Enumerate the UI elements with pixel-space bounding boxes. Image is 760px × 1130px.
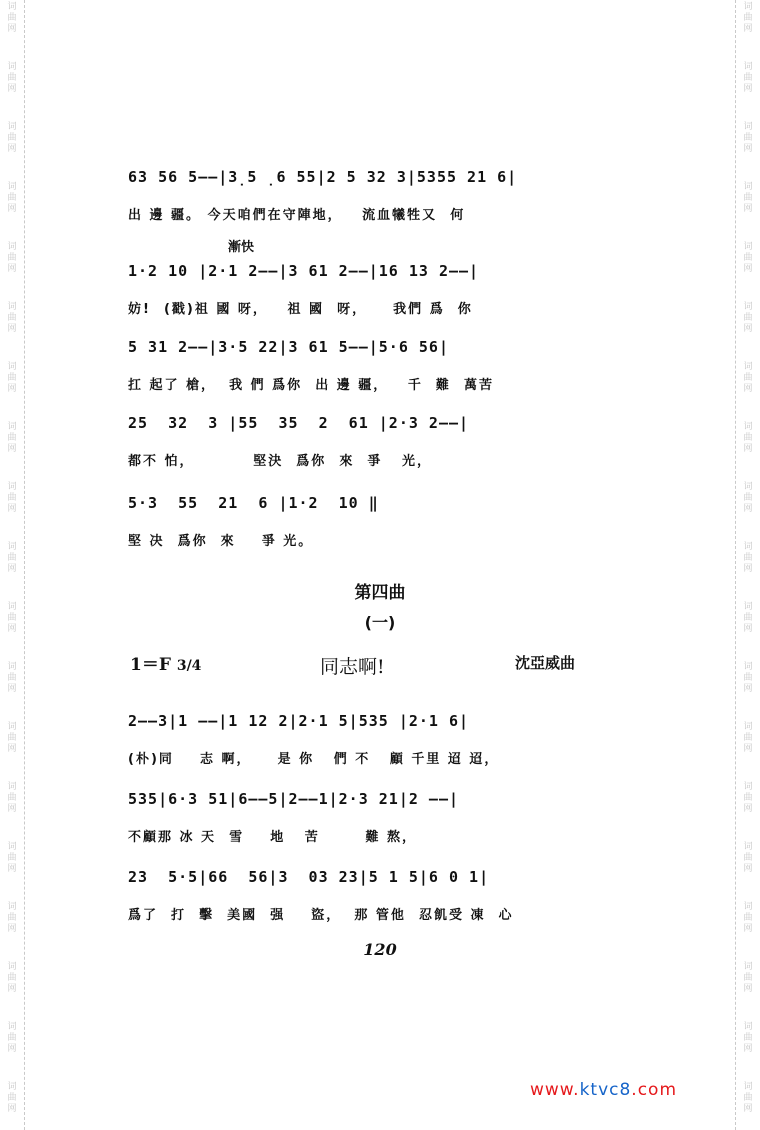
watermark-mark: 词 曲 网 — [743, 482, 753, 514]
page-number: 120 — [363, 940, 397, 959]
notation: 1·2 10 |2·1 2——|3 61 2——|16 13 2——| — [128, 262, 480, 280]
score-line-4 — [128, 414, 608, 474]
score-line-7 — [128, 790, 608, 850]
watermark-mark: 词 曲 网 — [743, 422, 753, 454]
watermark-mark: 词 曲 网 — [743, 2, 753, 34]
song-title: 同志啊! — [320, 656, 385, 678]
watermark-mark: 词 曲 网 — [743, 182, 753, 214]
url-part-1: www. — [530, 1080, 580, 1100]
watermark-mark: 词 曲 网 — [7, 542, 17, 574]
watermark-mark: 词 曲 网 — [7, 722, 17, 754]
url-part-3: .com — [631, 1080, 678, 1100]
watermark-mark: 词 曲 网 — [7, 842, 17, 874]
watermark-mark: 词 曲 网 — [7, 362, 17, 394]
watermark-mark: 词 曲 网 — [7, 1022, 17, 1054]
watermark-mark: 词 曲 网 — [7, 242, 17, 274]
watermark-mark: 词 曲 网 — [743, 242, 753, 274]
time-signature: 3/4 — [176, 658, 202, 674]
section-title: 第四曲 — [354, 583, 406, 603]
watermark-mark: 词 曲 网 — [743, 842, 753, 874]
lyrics: 都不 怕， 堅決 爲你 來 爭 光， — [128, 454, 432, 469]
watermark-mark: 词 曲 网 — [743, 782, 753, 814]
watermark-mark: 词 曲 网 — [7, 2, 17, 34]
lyrics: (朴)同 志 啊， 是 你 們 不 顧 千里 迢 迢， — [128, 752, 500, 767]
watermark-mark: 词 曲 网 — [7, 962, 17, 994]
key-text: 1＝F — [130, 655, 171, 675]
watermark-mark: 词 曲 网 — [7, 782, 17, 814]
notation: 25 32 3 |55 35 2 61 |2·3 2——| — [128, 414, 470, 432]
score-line-8 — [128, 868, 608, 928]
notation: 5 31 2——|3·5 22|3 61 5——|5·6 56| — [128, 338, 449, 356]
key-signature — [130, 650, 201, 675]
subsection-title: (一) — [364, 613, 396, 632]
watermark-mark: 词 曲 网 — [7, 122, 17, 154]
url-part-2: ktvc8 — [579, 1080, 632, 1100]
lyrics: 出 邊 疆。 今天咱們在守陣地， 流血犧牲又 何 — [128, 208, 466, 223]
watermark-mark: 词 曲 网 — [743, 902, 753, 934]
watermark-mark: 词 曲 网 — [7, 62, 17, 94]
lyrics: 堅 决 爲你 來 爭 光。 — [128, 534, 314, 549]
watermark-mark: 词 曲 网 — [7, 662, 17, 694]
site-url[interactable] — [530, 1080, 677, 1100]
notation: 535|6·3 51|6——5|2——1|2·3 21|2 ——| — [128, 790, 460, 808]
watermark-mark: 词 曲 网 — [743, 962, 753, 994]
score-line-5 — [128, 494, 608, 554]
watermark-mark: 词 曲 网 — [743, 722, 753, 754]
watermark-mark: 词 曲 网 — [7, 1082, 17, 1114]
watermark-mark: 词 曲 网 — [743, 362, 753, 394]
tempo-mark: 漸快 — [228, 240, 255, 255]
score-line-6 — [128, 712, 608, 772]
watermark-mark: 词 曲 网 — [7, 482, 17, 514]
watermark-mark: 词 曲 网 — [7, 182, 17, 214]
lyrics: 扛 起了 槍， 我 們 爲你 出 邊 疆， 千 難 萬苦 — [128, 378, 494, 393]
lyrics: 不顧那 冰 天 雪 地 苦 難 熬， — [128, 830, 417, 845]
watermark-mark: 词 曲 网 — [743, 662, 753, 694]
watermark-mark: 词 曲 网 — [743, 302, 753, 334]
lyrics: 爲了 打 擊 美國 强 盜， 那 管他 忍飢受 凍 心 — [128, 908, 514, 923]
score-line-2 — [128, 262, 608, 322]
watermark-mark: 词 曲 网 — [743, 542, 753, 574]
score-line-3 — [128, 338, 608, 398]
watermark-mark: 词 曲 网 — [7, 422, 17, 454]
watermark-mark: 词 曲 网 — [743, 1082, 753, 1114]
watermark-mark: 词 曲 网 — [743, 122, 753, 154]
notation: 5·3 55 21 6 |1·2 10 ‖ — [128, 494, 379, 512]
watermark-mark: 词 曲 网 — [743, 62, 753, 94]
watermark-mark: 词 曲 网 — [7, 302, 17, 334]
watermark-mark: 词 曲 网 — [7, 902, 17, 934]
watermark-mark: 词 曲 网 — [743, 602, 753, 634]
notation: 23 5·5|66 56|3 03 23|5 1 5|6 0 1| — [128, 868, 490, 886]
lyrics: 妨! (戳)祖 國 呀， 祖 國 呀， 我們 爲 你 — [128, 302, 473, 317]
notation: 2——3|1 ——|1 12 2|2·1 5|535 |2·1 6| — [128, 712, 470, 730]
composer: 沈亞威曲 — [515, 654, 576, 672]
watermark-mark: 词 曲 网 — [7, 602, 17, 634]
notation: 63 56 5——|3̣5 ̣6 55|2 5 32 3|5355 21 6| — [128, 168, 518, 186]
score-line-1 — [128, 168, 608, 228]
watermark-mark: 词 曲 网 — [743, 1022, 753, 1054]
